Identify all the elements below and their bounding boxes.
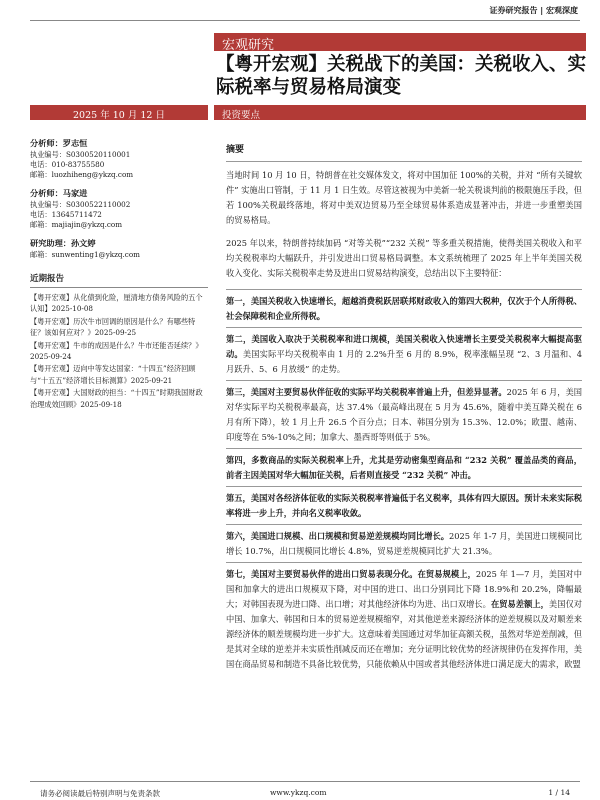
analyst-license: 执业编号：S0300522110002: [30, 200, 131, 209]
finding-text: 2025 年 1—7 月，美国对中国和加拿大的进出口规模双下降，对中国的进口、出口分别同比下降 18.9%和 20.2%，降幅最大；对韩国表现为进口降、出口增；对其他经济体均为进、出口双增长。: [226, 569, 582, 609]
report-title: 【粤开宏观】关税战下的美国：关税收入、实际税率与贸易格局演变: [216, 54, 587, 98]
subtitle-banner: [214, 105, 586, 120]
page-number: 1 / 14: [548, 788, 570, 797]
recent-report-link[interactable]: 【粤开宏观】大国财政的担当：“十四五”时期我国财政治理成效回顾》2025-09-18: [30, 388, 203, 409]
date-banner: [30, 105, 208, 120]
finding-heading: 第一，美国关税收入快速增长，超越消费税跃居联邦财政收入的第四大税种，仅次于个人所得税、社会保障税和企业所得税。: [226, 296, 582, 321]
finding-text: 美国仅对中国、加拿大、韩国和日本的贸易逆差规模缩窄，对其他逆差来源经济体的逆差规模以及对顺差来源经济体的顺差规模均进一步扩大。这意味着美国通过对华加征高额关税，虽然对华逆差削减，但是其对全球的逆差并未实质性削减反而还在增加；充分证明比较优势的经济规律仍在发挥作用，美国在商品贸易和制造不具备比较优势，只能依赖从中国或者其他经济体进口满足庞大的需求，欧盟: [226, 599, 583, 669]
website-link[interactable]: www.ykzq.com: [270, 788, 327, 797]
category-banner: [214, 33, 586, 51]
finding-heading: 第七，美国对主要贸易伙伴的进出口贸易表现分化。: [226, 569, 418, 579]
analyst-name: 分析师：马家进: [30, 188, 88, 198]
recent-report-link[interactable]: 【粤开宏观】牛市的成因是什么？牛市还能否延续？》2025-09-24: [30, 340, 203, 362]
analyst-phone: 电话：13645711472: [30, 210, 102, 219]
abstract-paragraph: 当地时间 10 月 10 日，特朗普在社交媒体发文，将对中国加征 100%的关税，并对 “所有关键软件” 实施出口管制，于 11 月 1 日生效。尽管这被视为中美新一轮关税谈判前的极限施压手段，但若 100%关税最终落地，将对中美双边贸易乃至全球贸易体系造成显著冲击，并进一步重塑美国的贸易格局。: [226, 170, 582, 225]
analyst-phone: 电话：010-83755580: [30, 160, 105, 169]
recent-report-link[interactable]: 【粤开宏观】历次牛市回调的原因是什么？有哪些特征？该如何应对？》2025-09-25: [30, 316, 196, 338]
sidebar: [30, 138, 208, 411]
abstract-paragraph: 2025 年以来，特朗普持续加码 “对等关税”“232 关税” 等多重关税措施，使得美国关税收入和平均关税税率均大幅跃升，并引发进出口贸易格局调整。本文系统梳理了 2025 年上半年美国关税收入变化、实际关税税率走势及进出口贸易结构演变，总结出以下主要特征：: [226, 238, 582, 278]
recent-report-link[interactable]: 【粤开宏观】从化债到化险，厘清地方债务风险的五个认知】2025-10-08: [30, 293, 203, 314]
finding-text: 美国实际平均关税税率由 1 月的 2.2%升至 6 月的 8.9%，税率涨幅呈现 “2、3 月温和、4 月跃升、5、6 月放缓” 的走势。: [226, 349, 582, 374]
page-footer: [30, 781, 580, 798]
finding-heading: 第六，美国进口规模、出口规模和贸易逆差规模均同比增长。: [226, 531, 449, 541]
finding-subheading: 在贸易规模上，: [417, 569, 476, 579]
abstract-heading: 摘要: [226, 143, 582, 162]
header-divider: [30, 20, 580, 21]
report-date: 2025 年 10 月 12 日: [73, 110, 165, 121]
analyst-license: 执业编号：S0300520110001: [30, 150, 131, 159]
finding-heading: 第二，美国收入取决于关税税率和进口规模，美国关税收入快速增长主要受关税税率大幅提高驱动。: [226, 334, 582, 359]
finding-item: [226, 327, 582, 377]
analyst-block: [30, 188, 208, 230]
header-label: 证券研究报告 | 宏观深度: [489, 6, 578, 15]
finding-heading: 第四，多数商品的实际关税税率上升，尤其是劳动密集型商品和 “232 关税” 覆盖品类的商品，前者主因美国对华大幅加征关税，后者则直接受 “232 关税” 冲击。: [226, 455, 582, 480]
finding-text: 2025 年 1-7 月，美国进口规模同比增长 10.7%，出口规模同比增长 4.8%，贸易逆差规模同比扩大 21.3%。: [226, 531, 582, 556]
assistant-name: 研究助理：孙文婷: [30, 238, 96, 248]
finding-item: [226, 524, 582, 559]
finding-text: 2025 年 6 月，美国对华实际平均关税税率最高，达 37.4%（最高峰出现在 5 月为 45.6%，随着中美互降关税在 6 月有所下降），较 1 月上升 26.5 个百分点；日本、韩国分别为 15.3%、12.0%；欧盟、越南、印度等在 5%-10%之间；加拿大、墨西哥等则低于 5%。: [226, 387, 582, 442]
finding-item: [226, 380, 582, 445]
analyst-email[interactable]: 邮箱：majiajin@ykzq.com: [30, 220, 123, 229]
disclaimer-note: 请务必阅读最后特别声明与免责条款: [40, 789, 160, 798]
subtitle-label: 投资要点: [222, 110, 261, 121]
analyst-email[interactable]: 邮箱：luozhiheng@ykzq.com: [30, 170, 134, 179]
analyst-block: [30, 138, 208, 180]
recent-report-link[interactable]: 【粤开宏观】迈向中等发达国家：“十四五”经济回顾与“十五五”经济增长目标测算》2025-09-21: [30, 364, 196, 385]
finding-subheading: 在贸易差额上，: [490, 599, 549, 609]
finding-item: [226, 448, 582, 483]
finding-item: [226, 289, 582, 324]
assistant-block: [30, 238, 208, 260]
finding-item: [226, 486, 582, 521]
analyst-name: 分析师：罗志恒: [30, 138, 88, 148]
assistant-email[interactable]: 邮箱：sunwenting1@ykzq.com: [30, 250, 140, 259]
page-header: [0, 0, 600, 20]
finding-heading: 第三，美国对主要贸易伙伴征收的实际平均关税税率普遍上升，但差异显著。: [226, 387, 507, 397]
finding-heading: 第五，美国对各经济体征收的实际关税税率普遍低于名义税率，具体有四大原因。预计未来实际税率将进一步上升，并向名义税率收敛。: [226, 493, 582, 518]
category-label: 宏观研究: [222, 38, 275, 53]
recent-reports-heading: 近期报告: [30, 274, 208, 288]
finding-item: [226, 562, 582, 672]
abstract-section: [226, 143, 582, 675]
